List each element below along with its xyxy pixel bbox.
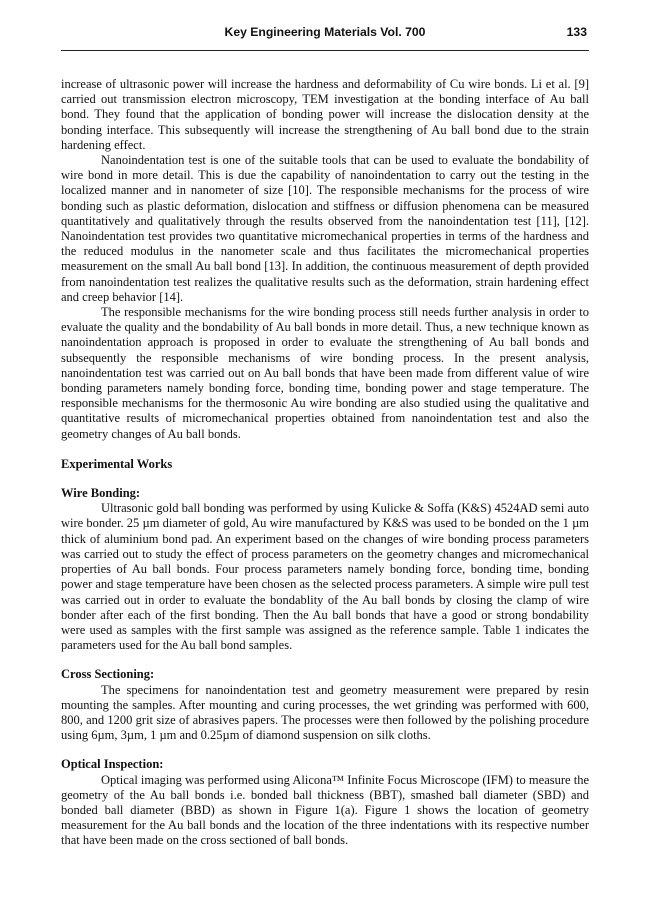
spacer — [61, 442, 589, 457]
section-heading-experimental-works: Experimental Works — [61, 456, 173, 471]
spacer — [61, 743, 589, 757]
subsection-heading-optical-inspection: Optical Inspection: — [61, 757, 164, 772]
spacer — [61, 653, 589, 667]
subsection-heading-cross-sectioning: Cross Sectioning: — [61, 667, 155, 682]
intro-paragraph-nanoindentation: Nanoindentation test is one of the suitable tools that can be used to evaluate the bondability of wire bond in more detail. This is due the capability of nanoindentation to carry out the testing in the localized manner and in nanometer of size [10]. The responsible mechanisms for the process of wire bonding such as plastic deformation, dislocation and stiffness or diffusion phenomena can be measured quantitatively and qualitatively through the results observed from the nanoindentation test [11], [12]. Nanoindentation test provides two quantitative micromechanical properties in terms of the hardness and the reduced modulus in the nanometer scale and thus facilitates the micromechanical properties measurement on the small Au ball bond [13]. In addition, the continuous measurement of depth provided from nanoindentation test realizes the qualitative results such as the deformation, strain hardening effect and creep behavior [14]. — [61, 153, 589, 304]
journal-title: Key Engineering Materials Vol. 700 — [224, 25, 426, 39]
optical-inspection-paragraph: Optical imaging was performed using Alicona™ Infinite Focus Microscope (IFM) to measure the geometry of the Au ball bonds i.e. bonded ball thickness (BBT), smashed ball diameter (SBD) and bonded ball diameter (BBD) as shown in Figure 1(a). Figure 1 shows the location of geometry measurement for the Au ball bonds and the location of the three indentations with its respective number that have been made on the cross sectioned of ball bonds. — [61, 772, 589, 848]
running-header — [61, 22, 589, 51]
wire-bonding-paragraph: Ultrasonic gold ball bonding was performed by using Kulicke & Soffa (K&S) 4524AD semi auto wire bonder. 25 µm diameter of gold, Au wire manufactured by K&S was used to be bonded on the 1 µm thick of aluminium bond pad. An experiment based on the changes of wire bonding process parameters was carried out to study the effect of process parameters on the geometry changes and micromechanical properties of Au ball bonds. Four process parameters namely bonding force, bonding time, bonding power and stage temperature have been chosen as the selected process parameters. A simple wire pull test was carried out in order to evaluate the bondablity of the Au ball bonds by closing the clamp of wire bonder after each of the first bonding. Then the Au ball bonds that have a good or strong bondability were used as samples with the first sample was assigned as the reference sample. Table 1 indicates the parameters used for the Au ball bond samples. — [61, 501, 589, 653]
intro-paragraph-continued: increase of ultrasonic power will increase the hardness and deformability of Cu wire bonds. Li et al. [9] carried out transmission electron microscopy, TEM investigation at the bonding interface of Au ball bond. They found that the application of bonding power will increase the dislocation density at the bonding interface. This subsequently will increase the strengthening of Au ball bond due to the strain hardening effect. — [61, 77, 589, 152]
subsection-heading-wire-bonding: Wire Bonding: — [61, 486, 141, 501]
body-text — [61, 77, 589, 849]
intro-paragraph-mechanisms: The responsible mechanisms for the wire bonding process still needs further analysis in order to evaluate the quality and the bondability of Au ball bonds in more detail. Thus, a new technique known as nanoindentation approach is proposed in order to evaluate the strengthening of Au ball bonds and subsequently the responsible mechanisms of wire bonding process. In the present analysis, nanoindentation test was carried out on Au ball bonds that have been made from different value of wire bonding parameters namely bonding force, bonding time, bonding power and stage temperature. The responsible mechanisms for the thermosonic Au wire bonding are also studied using the qualitative and quantitative results of micromechanical properties obtained from nanoindentation test and also the geometry changes of Au ball bonds. — [61, 305, 589, 441]
cross-sectioning-paragraph: The specimens for nanoindentation test and geometry measurement were prepared by resin mounting the samples. After mounting and curing processes, the wet grinding was performed with 600, 800, and 1200 grit size of abrasives papers. The processes were then followed by the polishing procedure using 6µm, 3µm, 1 µm and 0.25µm of diamond suspension on silk cloths. — [61, 682, 589, 743]
spacer — [61, 472, 589, 486]
page-number: 133 — [566, 25, 587, 39]
